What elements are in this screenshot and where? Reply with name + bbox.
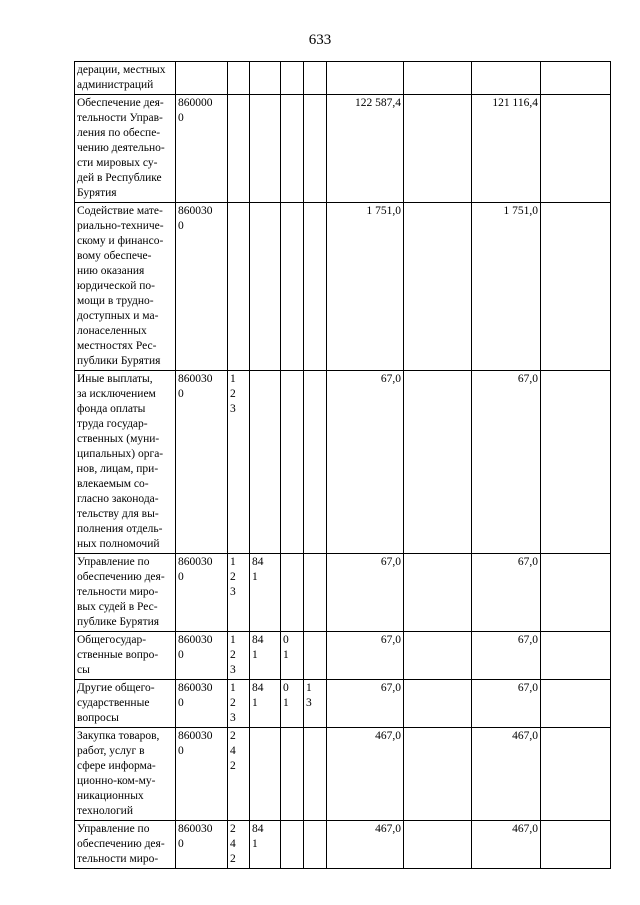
table-row: [75, 728, 611, 821]
cell-empty: [541, 554, 611, 632]
cell-section: [281, 62, 304, 95]
cell-empty: [541, 203, 611, 371]
cell-empty: [404, 371, 472, 554]
cell-empty: [541, 95, 611, 203]
cell-empty: [541, 62, 611, 95]
table-row: [75, 554, 611, 632]
cell-admin-code: [250, 371, 281, 554]
cell-sum-1: 67,0: [327, 371, 404, 554]
page-number: 633: [308, 32, 332, 48]
cell-expense-type: 2 4 2: [228, 821, 250, 869]
table-row: [75, 371, 611, 554]
cell-empty: [404, 95, 472, 203]
cell-section: 0 1: [281, 680, 304, 728]
cell-empty: [404, 821, 472, 869]
cell-subsection: 1 3: [304, 680, 327, 728]
cell-empty: [404, 680, 472, 728]
cell-sum-2: 1 751,0: [472, 203, 541, 371]
cell-empty: [404, 62, 472, 95]
cell-name: Другие общего- сударственные вопросы: [75, 680, 176, 728]
cell-sum-1: 1 751,0: [327, 203, 404, 371]
cell-subsection: [304, 203, 327, 371]
cell-target-article: 860030 0: [176, 203, 228, 371]
cell-name: Обеспечение дея- тельности Управ- ления по обеспе- чению деятельно- сти мировых су- дей в Республике Бурятия: [75, 95, 176, 203]
table-row: [75, 95, 611, 203]
cell-admin-code: 84 1: [250, 632, 281, 680]
cell-target-article: [176, 62, 228, 95]
cell-sum-1: 467,0: [327, 821, 404, 869]
cell-name: Закупка товаров, работ, услуг в сфере информа- ционно-ком-му- никационных технологий: [75, 728, 176, 821]
cell-empty: [404, 554, 472, 632]
cell-subsection: [304, 371, 327, 554]
cell-empty: [541, 680, 611, 728]
cell-sum-1: 67,0: [327, 632, 404, 680]
cell-empty: [541, 371, 611, 554]
cell-target-article: 860030 0: [176, 680, 228, 728]
cell-expense-type: 1 2 3: [228, 371, 250, 554]
cell-section: [281, 203, 304, 371]
cell-name: Содействие мате- риально-техниче- скому и финансо- вому обеспече- нию оказания юрдической по- мощи в трудно- доступных и ма- лонаселенных местностях Рес- публики Бурятия: [75, 203, 176, 371]
cell-empty: [404, 728, 472, 821]
cell-sum-1: 67,0: [327, 680, 404, 728]
cell-target-article: 860030 0: [176, 821, 228, 869]
cell-target-article: 860030 0: [176, 554, 228, 632]
cell-expense-type: [228, 95, 250, 203]
cell-name: Общегосудар- ственные вопро- сы: [75, 632, 176, 680]
cell-subsection: [304, 632, 327, 680]
cell-admin-code: [250, 203, 281, 371]
cell-subsection: [304, 95, 327, 203]
cell-expense-type: 1 2 3: [228, 680, 250, 728]
cell-name: Иные выплаты, за исключением фонда оплаты труда государ- ственных (муни- ципальных) орга- нов, лицам, при- влекаемым со- гласно законода- тельству для вы- полнения отдель- ных полномочий: [75, 371, 176, 554]
cell-sum-1: [327, 62, 404, 95]
cell-subsection: [304, 62, 327, 95]
cell-admin-code: 84 1: [250, 680, 281, 728]
cell-expense-type: [228, 62, 250, 95]
table-row: [75, 821, 611, 869]
cell-section: [281, 728, 304, 821]
cell-sum-1: 467,0: [327, 728, 404, 821]
cell-sum-2: 67,0: [472, 680, 541, 728]
cell-target-article: 860030 0: [176, 632, 228, 680]
cell-empty: [541, 632, 611, 680]
cell-sum-2: 67,0: [472, 371, 541, 554]
cell-target-article: 860000 0: [176, 95, 228, 203]
cell-empty: [404, 632, 472, 680]
cell-name: Управление по обеспечению дея- тельности миро- вых судей в Рес- публике Бурятия: [75, 554, 176, 632]
cell-name: дерации, местных администраций: [75, 62, 176, 95]
cell-target-article: 860030 0: [176, 371, 228, 554]
cell-sum-1: 67,0: [327, 554, 404, 632]
cell-admin-code: [250, 62, 281, 95]
table-row: [75, 203, 611, 371]
cell-admin-code: 84 1: [250, 554, 281, 632]
cell-expense-type: [228, 203, 250, 371]
budget-table: [74, 61, 611, 869]
cell-sum-2: 467,0: [472, 728, 541, 821]
table-row: [75, 632, 611, 680]
table-row: [75, 62, 611, 95]
cell-admin-code: 84 1: [250, 821, 281, 869]
cell-expense-type: 2 4 2: [228, 728, 250, 821]
cell-empty: [541, 821, 611, 869]
cell-target-article: 860030 0: [176, 728, 228, 821]
cell-sum-2: [472, 62, 541, 95]
cell-section: [281, 371, 304, 554]
cell-section: [281, 821, 304, 869]
cell-subsection: [304, 821, 327, 869]
cell-name: Управление по обеспечению дея- тельности миро-: [75, 821, 176, 869]
cell-admin-code: [250, 95, 281, 203]
cell-subsection: [304, 554, 327, 632]
cell-sum-1: 122 587,4: [327, 95, 404, 203]
cell-sum-2: 67,0: [472, 632, 541, 680]
cell-section: [281, 95, 304, 203]
cell-empty: [541, 728, 611, 821]
cell-empty: [404, 203, 472, 371]
cell-expense-type: 1 2 3: [228, 632, 250, 680]
cell-sum-2: 67,0: [472, 554, 541, 632]
cell-section: [281, 554, 304, 632]
cell-subsection: [304, 728, 327, 821]
cell-section: 0 1: [281, 632, 304, 680]
table-row: [75, 680, 611, 728]
cell-sum-2: 467,0: [472, 821, 541, 869]
cell-sum-2: 121 116,4: [472, 95, 541, 203]
cell-expense-type: 1 2 3: [228, 554, 250, 632]
cell-admin-code: [250, 728, 281, 821]
